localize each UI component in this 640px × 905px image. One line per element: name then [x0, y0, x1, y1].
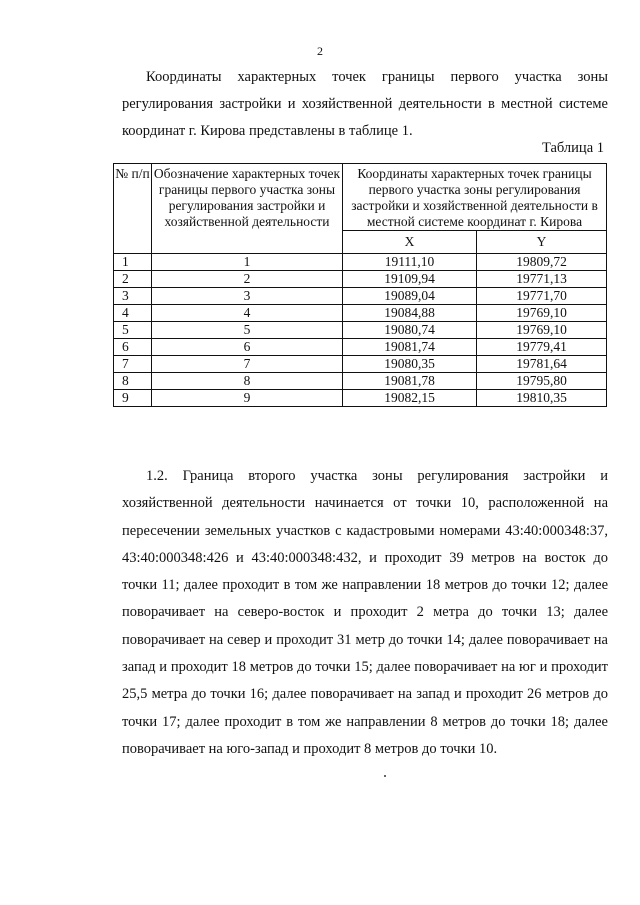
table-body — [114, 254, 607, 407]
cell-x: 19081,74 — [343, 339, 477, 356]
table-row — [114, 356, 607, 373]
cell-x: 19089,04 — [343, 288, 477, 305]
col-point-header: Обозначение характерных точек границы первого участка зоны регулирования застройки и хозяйственной деятельности — [152, 164, 343, 254]
cell-y: 19795,80 — [477, 373, 607, 390]
table-row — [114, 288, 607, 305]
cell-y: 19771,13 — [477, 271, 607, 288]
col-x-header: X — [343, 231, 477, 254]
cell-point: 2 — [152, 271, 343, 288]
page-number: 2 — [317, 44, 323, 58]
cell-point: 4 — [152, 305, 343, 322]
cell-number: 6 — [114, 339, 152, 356]
table-row — [114, 254, 607, 271]
cell-x: 19111,10 — [343, 254, 477, 271]
cell-number: 9 — [114, 390, 152, 407]
table-row — [114, 305, 607, 322]
cell-x: 19109,94 — [343, 271, 477, 288]
cell-y: 19810,35 — [477, 390, 607, 407]
table-row — [114, 339, 607, 356]
coordinates-table — [113, 163, 607, 407]
table-row — [114, 322, 607, 339]
cell-y: 19771,70 — [477, 288, 607, 305]
cell-number: 1 — [114, 254, 152, 271]
cell-point: 7 — [152, 356, 343, 373]
cell-point: 9 — [152, 390, 343, 407]
cell-y: 19781,64 — [477, 356, 607, 373]
table-row — [114, 390, 607, 407]
cell-number: 3 — [114, 288, 152, 305]
table-row — [114, 373, 607, 390]
cell-number: 8 — [114, 373, 152, 390]
cell-y: 19769,10 — [477, 305, 607, 322]
cell-y: 19769,10 — [477, 322, 607, 339]
cell-number: 5 — [114, 322, 152, 339]
cell-point: 8 — [152, 373, 343, 390]
col-y-header: Y — [477, 231, 607, 254]
cell-x: 19080,74 — [343, 322, 477, 339]
intro-paragraph: Координаты характерных точек границы первого участка зоны регулирования застройки и хозяйственной деятельности в местной системе координат г. Кирова представлены в таблице 1. — [122, 69, 608, 139]
cell-point: 6 — [152, 339, 343, 356]
body-paragraph: 1.2. Граница второго участка зоны регулирования застройки и хозяйственной деятельности начинается от точки 10, расположенной на пересечении земельных участков с кадастровыми номерами 43:40:000348:37, 43:40:000348:426 и 43:40:000348:432, и проходит 39 метров на восток до точки 11; далее проходит в том же направлении 18 метров до точки 12; далее поворачивает на северо-восток и проходит 2 метра до точки 13; далее поворачивает на север и проходит 31 метр до точки 14; далее поворачивает на запад и проходит 18 метров до точки 15; далее поворачивает на юг и проходит 25,5 метра до точки 16; далее поворачивает на запад и проходит 26 метров до точки 17; далее проходит в том же направлении 8 метров до точки 18; далее поворачивает на юго-запад и проходит 8 метров до точки 10. — [122, 468, 608, 757]
cell-number: 4 — [114, 305, 152, 322]
cell-number: 2 — [114, 271, 152, 288]
cell-y: 19809,72 — [477, 254, 607, 271]
table-caption: Таблица 1 — [541, 140, 604, 156]
col-number-header: № п/п — [114, 164, 152, 254]
cell-y: 19779,41 — [477, 339, 607, 356]
speck-mark — [384, 775, 386, 777]
cell-x: 19080,35 — [343, 356, 477, 373]
cell-point: 5 — [152, 322, 343, 339]
cell-x: 19082,15 — [343, 390, 477, 407]
cell-point: 1 — [152, 254, 343, 271]
cell-number: 7 — [114, 356, 152, 373]
cell-point: 3 — [152, 288, 343, 305]
table-row — [114, 271, 607, 288]
cell-x: 19084,88 — [343, 305, 477, 322]
col-coords-header: Координаты характерных точек границы первого участка зоны регулирования застройки и хозяйственной деятельности в местной системе координат г. Кирова — [343, 164, 607, 231]
cell-x: 19081,78 — [343, 373, 477, 390]
